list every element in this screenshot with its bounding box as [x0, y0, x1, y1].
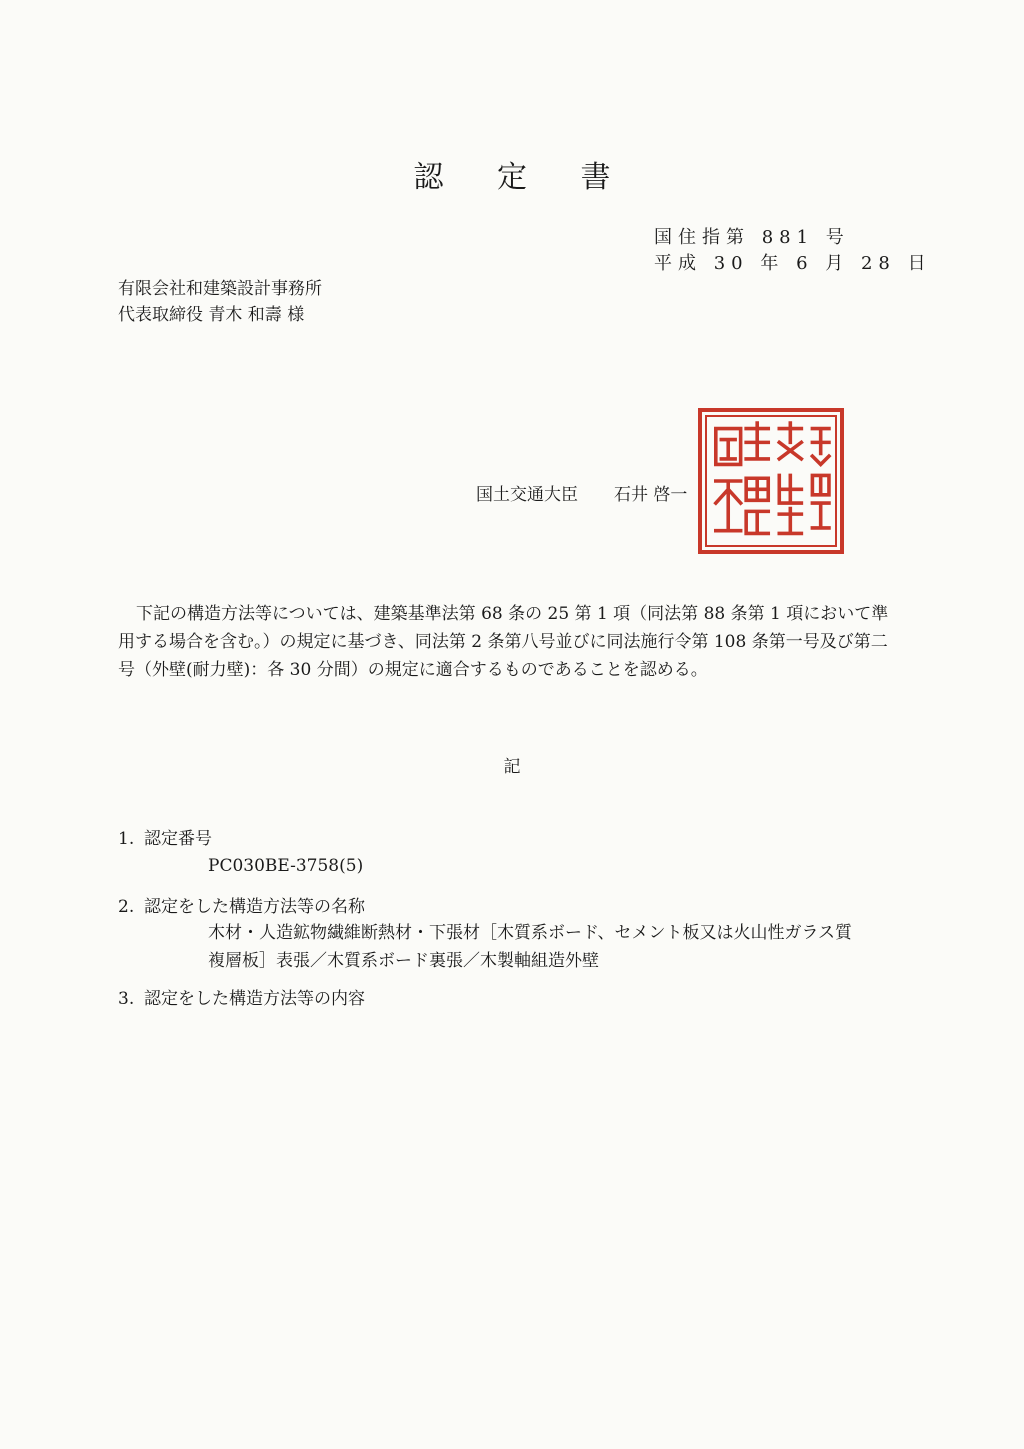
document-number-block — [654, 225, 932, 277]
item-2 — [118, 894, 365, 921]
certification-statement: 下記の構造方法等については、建築基準法第 68 条の 25 第 1 項（同法第 88 条第 1 項において準用する場合を含む。）の規定に基づき、同法第 2 条第八号並びに同法施行令第 108 条第一号及び第二号（外壁(耐力壁)：各 30 分間）の規定に適合するものであることを認める。 — [118, 604, 889, 680]
item-label: 認定をした構造方法等の名称 — [144, 897, 365, 917]
issuer-position: 国土交通大臣 — [476, 485, 578, 505]
item-label: 認定をした構造方法等の内容 — [144, 989, 365, 1009]
item-number: 3. — [118, 989, 135, 1009]
item-3 — [118, 986, 365, 1013]
item-2-detail: 木材・人造鉱物繊維断熱材・下張材［木質系ボード、セメント板又は火山性ガラス質複層板］表張／木質系ボード裏張／木製軸組造外壁 — [208, 923, 852, 971]
recipient-block — [118, 276, 322, 328]
ki-heading: 記 — [503, 757, 521, 777]
document-date: 平成 30 年 6 月 28 日 — [654, 253, 932, 274]
recipient-representative: 代表取締役 青木 和壽 様 — [118, 305, 305, 325]
item-label: 認定番号 — [144, 829, 212, 849]
document-number: 国住指第 881 号 — [654, 227, 850, 248]
item-number: 2. — [118, 897, 135, 917]
recipient-company: 有限会社和建築設計事務所 — [118, 279, 322, 299]
item-1 — [118, 826, 212, 853]
issuer-name: 石井 啓一 — [614, 485, 688, 505]
official-seal-stamp — [698, 408, 844, 554]
item-number: 1. — [118, 829, 135, 849]
document-title: 認 定 書 — [413, 160, 633, 195]
item-1-detail: PC030BE-3758(5) — [208, 856, 364, 876]
seal-glyphs — [702, 412, 840, 550]
issuer-block — [476, 480, 687, 505]
